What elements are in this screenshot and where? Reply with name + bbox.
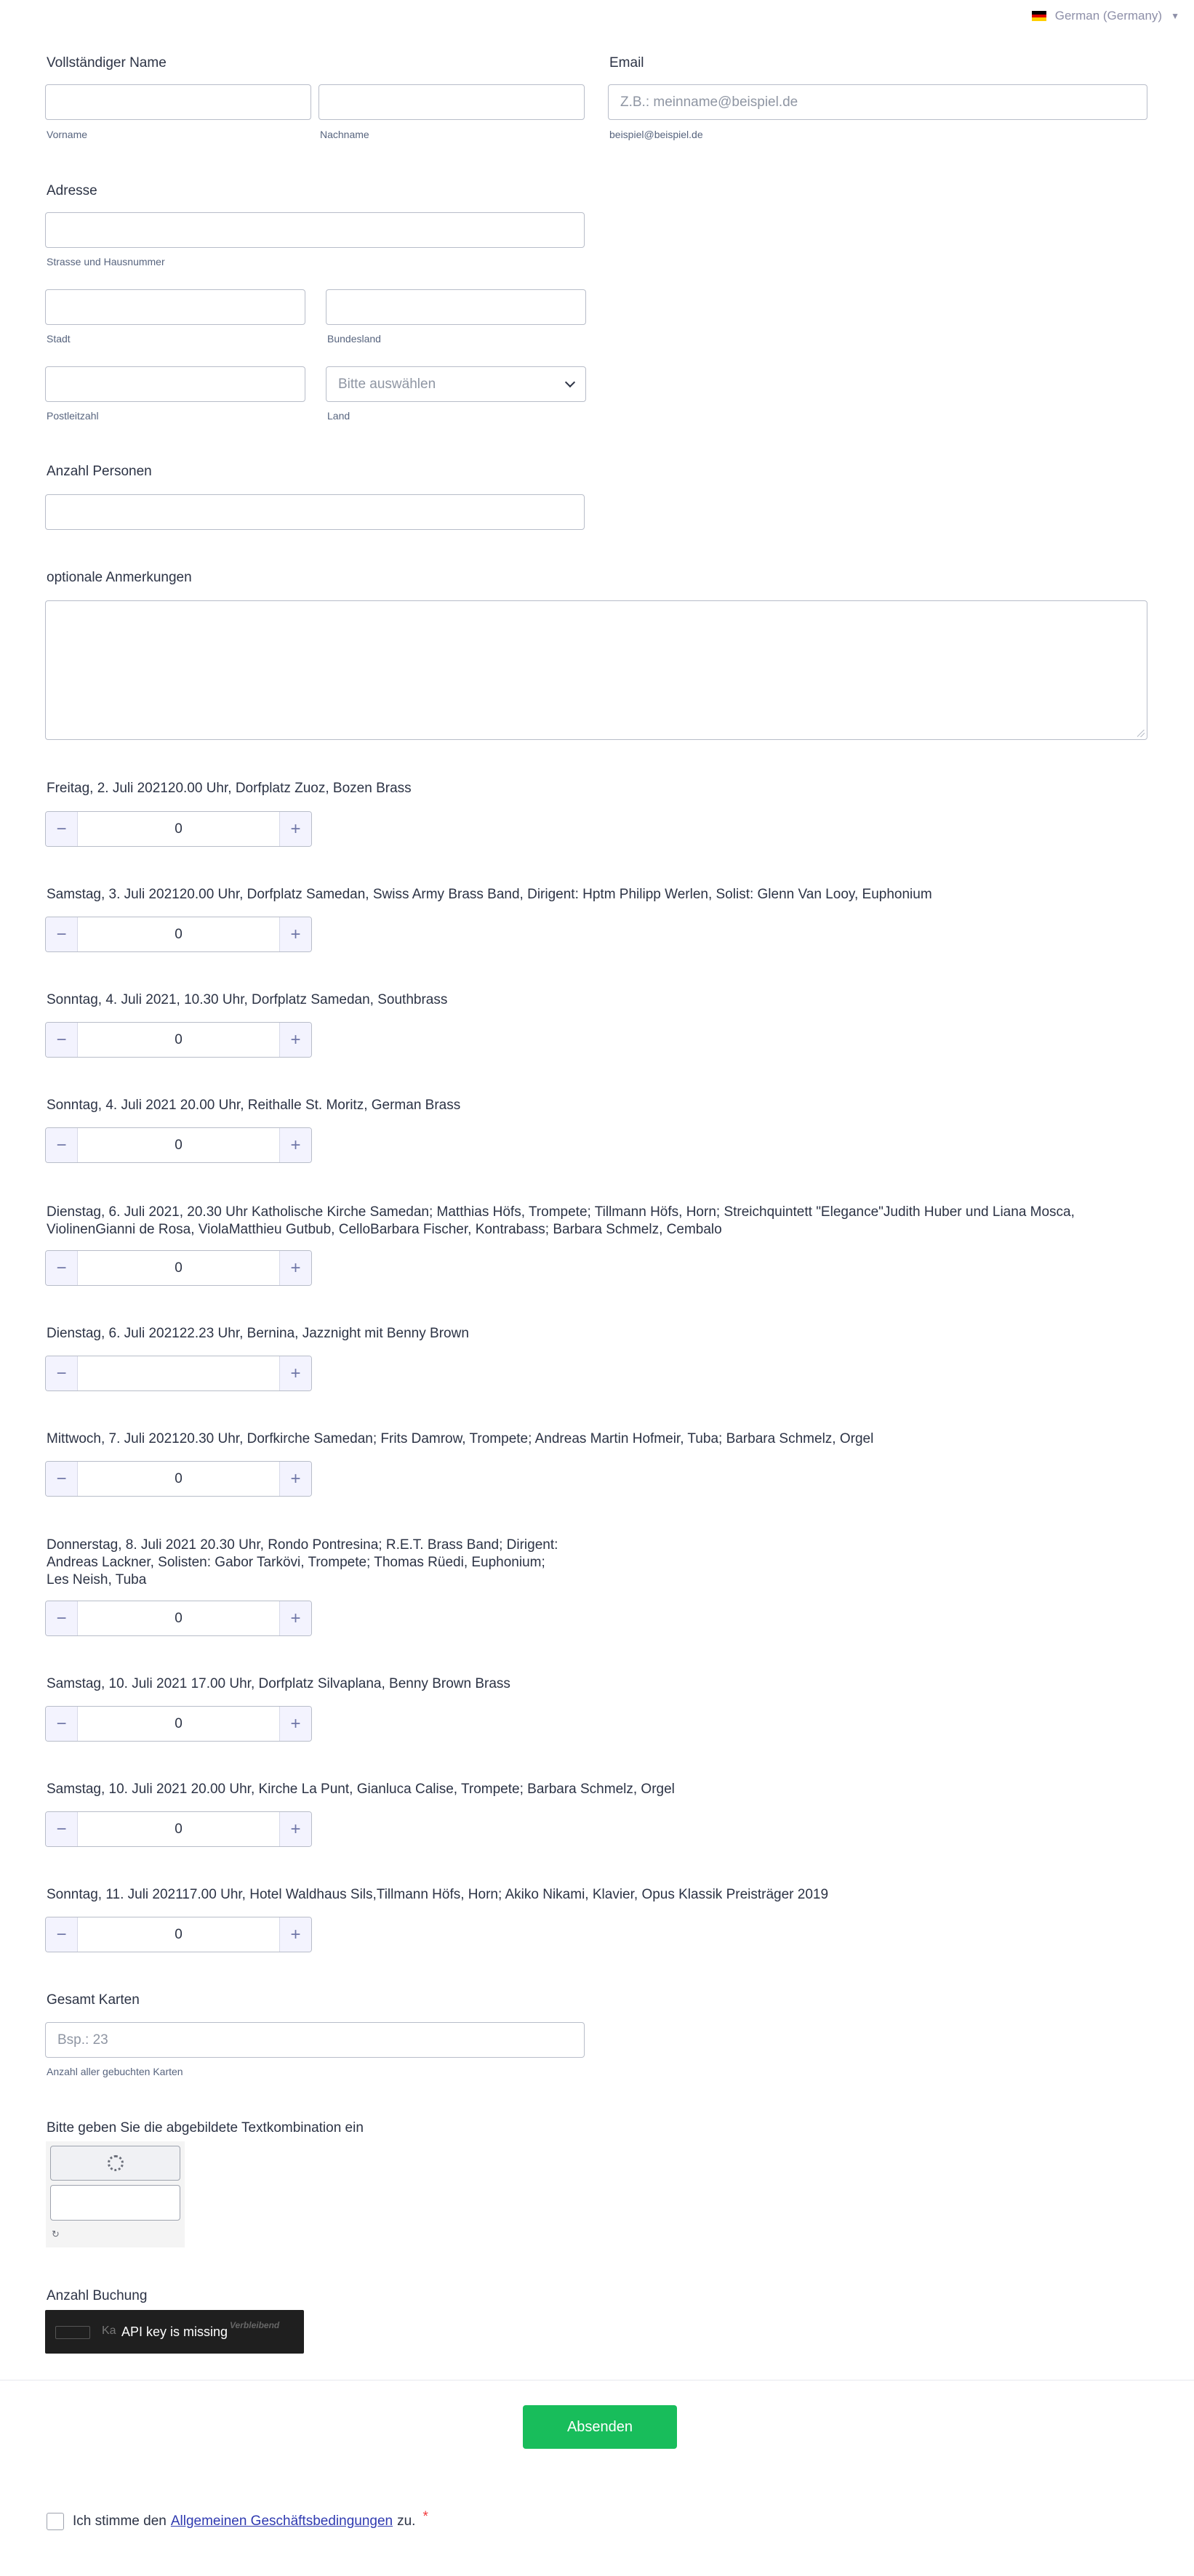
minus-icon[interactable]: − <box>46 1707 78 1741</box>
plus-icon[interactable]: + <box>279 1707 311 1741</box>
notes-textarea[interactable] <box>45 600 1147 740</box>
total-label: Gesamt Karten <box>47 1992 140 2008</box>
terms-suffix: zu. <box>397 2513 416 2529</box>
booking-label: Anzahl Buchung <box>47 2288 148 2303</box>
plus-icon[interactable]: + <box>279 1023 311 1057</box>
event-label: Dienstag, 6. Juli 2021, 20.30 Uhr Katholische Kirche Samedan; Matthias Höfs, Trompete; Tillmann Höfs, Horn; Streichquintett "Elegance"Judith Huber und Liana Mosca, ViolinenGianni de Rosa, ViolaMatthieu Gutbub, CelloBarbara Fischer, Kontrabass; Barbara Schmelz, Cembalo <box>47 1204 1075 1237</box>
last-name-sublabel: Nachname <box>320 129 369 140</box>
city-sublabel: Stadt <box>47 333 71 345</box>
total-sublabel: Anzahl aller gebuchten Karten <box>47 2066 183 2077</box>
event-label: Sonntag, 11. Juli 202117.00 Uhr, Hotel Waldhaus Sils,Tillmann Höfs, Horn; Akiko Nikami, Klavier, Opus Klassik Preisträger 2019 <box>47 1887 829 1902</box>
quantity-value[interactable]: 0 <box>175 1821 183 1837</box>
minus-icon[interactable]: − <box>46 1462 78 1496</box>
plus-icon[interactable]: + <box>279 1812 311 1846</box>
email-label: Email <box>609 55 644 71</box>
booking-widget <box>45 2310 304 2354</box>
quantity-value[interactable]: 0 <box>175 821 183 837</box>
street-sublabel: Strasse und Hausnummer <box>47 256 165 267</box>
quantity-value[interactable]: 0 <box>175 926 183 942</box>
resize-handle-icon[interactable] <box>1137 730 1145 737</box>
zip-input[interactable] <box>45 366 305 402</box>
notes-label: optionale Anmerkungen <box>47 570 192 585</box>
event-label: Sonntag, 4. Juli 2021, 10.30 Uhr, Dorfplatz Samedan, Southbrass <box>47 992 448 1007</box>
minus-icon[interactable]: − <box>46 1356 78 1390</box>
event-label: Samstag, 10. Juli 2021 17.00 Uhr, Dorfplatz Silvaplana, Benny Brown Brass <box>47 1676 510 1691</box>
terms-row <box>47 2509 428 2530</box>
booking-ghost-text: Ka <box>102 2325 116 2337</box>
total-placeholder: Bsp.: 23 <box>57 2032 108 2048</box>
country-placeholder: Bitte auswählen <box>338 376 436 392</box>
quantity-stepper[interactable] <box>45 1356 312 1391</box>
quantity-value[interactable]: 0 <box>175 1715 183 1731</box>
event-label: Freitag, 2. Juli 202120.00 Uhr, Dorfplatz Zuoz, Bozen Brass <box>47 781 412 796</box>
loading-spinner-icon <box>108 2155 124 2171</box>
street-input[interactable] <box>45 212 585 248</box>
event-label: Mittwoch, 7. Juli 202120.30 Uhr, Dorfkirche Samedan; Frits Damrow, Trompete; Andreas Martin Hofmeir, Tuba; Barbara Schmelz, Orgel <box>47 1431 874 1446</box>
first-name-sublabel: Vorname <box>47 129 88 140</box>
minus-icon[interactable]: − <box>46 1601 78 1635</box>
total-input[interactable] <box>45 2022 585 2058</box>
quantity-stepper[interactable] <box>45 1250 312 1286</box>
minus-icon[interactable]: − <box>46 1128 78 1162</box>
captcha-input[interactable] <box>50 2185 180 2221</box>
email-placeholder: Z.B.: meinname@beispiel.de <box>620 94 798 110</box>
terms-checkbox[interactable] <box>47 2513 64 2530</box>
plus-icon[interactable]: + <box>279 917 311 951</box>
quantity-stepper[interactable] <box>45 1811 312 1847</box>
plus-icon[interactable]: + <box>279 1128 311 1162</box>
quantity-value[interactable] <box>78 1356 279 1390</box>
required-mark: * <box>422 2509 428 2524</box>
quantity-value[interactable]: 0 <box>175 1260 183 1276</box>
city-input[interactable] <box>45 289 305 325</box>
state-input[interactable] <box>326 289 586 325</box>
plus-icon[interactable]: + <box>279 1356 311 1390</box>
captcha-label: Bitte geben Sie die abgebildete Textkombination ein <box>47 2120 364 2136</box>
address-label: Adresse <box>47 183 97 198</box>
api-error-message: API key is missing <box>121 2325 228 2339</box>
email-field[interactable] <box>608 84 1147 120</box>
plus-icon[interactable]: + <box>279 1917 311 1952</box>
remaining-label: Verbleibend <box>230 2320 280 2330</box>
quantity-stepper[interactable] <box>45 1022 312 1058</box>
refresh-icon[interactable]: ↻ <box>52 2229 60 2239</box>
minus-icon[interactable]: − <box>46 1251 78 1285</box>
plus-icon[interactable]: + <box>279 1601 311 1635</box>
captcha-image <box>50 2146 180 2181</box>
state-sublabel: Bundesland <box>327 333 381 345</box>
quantity-stepper[interactable] <box>45 917 312 952</box>
plus-icon[interactable]: + <box>279 812 311 846</box>
plus-icon[interactable]: + <box>279 1251 311 1285</box>
german-flag-icon <box>1032 11 1046 21</box>
quantity-stepper[interactable] <box>45 1127 312 1163</box>
minus-icon[interactable]: − <box>46 812 78 846</box>
submit-button[interactable]: Absenden <box>523 2405 677 2449</box>
first-name-input[interactable] <box>45 84 311 120</box>
event-label: Samstag, 10. Juli 2021 20.00 Uhr, Kirche La Punt, Gianluca Calise, Trompete; Barbara Schmelz, Orgel <box>47 1782 675 1797</box>
event-label: Sonntag, 4. Juli 2021 20.00 Uhr, Reithalle St. Moritz, German Brass <box>47 1098 461 1113</box>
quantity-value[interactable]: 0 <box>175 1470 183 1486</box>
email-sublabel: beispiel@beispiel.de <box>609 129 703 140</box>
zip-sublabel: Postleitzahl <box>47 410 99 422</box>
last-name-input[interactable] <box>318 84 585 120</box>
country-sublabel: Land <box>327 410 350 422</box>
name-label: Vollständiger Name <box>47 55 167 71</box>
minus-icon[interactable]: − <box>46 1023 78 1057</box>
quantity-stepper[interactable] <box>45 1706 312 1742</box>
event-label: Dienstag, 6. Juli 202122.23 Uhr, Bernina, Jazznight mit Benny Brown <box>47 1326 469 1341</box>
persons-label: Anzahl Personen <box>47 464 152 479</box>
persons-input[interactable] <box>45 494 585 530</box>
minus-icon[interactable]: − <box>46 1917 78 1952</box>
quantity-value[interactable]: 0 <box>175 1137 183 1153</box>
language-selector[interactable] <box>1032 9 1179 23</box>
terms-link[interactable]: Allgemeinen Geschäftsbedingungen <box>170 2513 393 2529</box>
quantity-stepper[interactable] <box>45 811 312 847</box>
minus-icon[interactable]: − <box>46 917 78 951</box>
country-select[interactable] <box>326 366 586 402</box>
language-label: German (Germany) <box>1054 9 1163 23</box>
quantity-stepper[interactable] <box>45 1601 312 1636</box>
quantity-value[interactable]: 0 <box>175 1610 183 1626</box>
chevron-down-icon <box>565 377 575 387</box>
terms-prefix: Ich stimme den <box>73 2513 167 2529</box>
quantity-value[interactable]: 0 <box>175 1031 183 1047</box>
chevron-down-icon: ▼ <box>1171 11 1179 21</box>
plus-icon[interactable]: + <box>279 1462 311 1496</box>
minus-icon[interactable]: − <box>46 1812 78 1846</box>
quantity-stepper[interactable] <box>45 1917 312 1952</box>
quantity-value[interactable]: 0 <box>175 1926 183 1942</box>
event-label: Samstag, 3. Juli 202120.00 Uhr, Dorfplatz Samedan, Swiss Army Brass Band, Dirigent: Hptm Philipp Werlen, Solist: Glenn Van Looy, Euphonium <box>47 887 932 902</box>
quantity-stepper[interactable] <box>45 1461 312 1497</box>
captcha-widget <box>46 2141 185 2247</box>
event-label: Donnerstag, 8. Juli 2021 20.30 Uhr, Rondo Pontresina; R.E.T. Brass Band; Dirigent: Andreas Lackner, Solisten: Gabor Tarkövi, Trompete; Thomas Rüedi, Euphonium; Les Neish, Tuba <box>47 1537 558 1587</box>
